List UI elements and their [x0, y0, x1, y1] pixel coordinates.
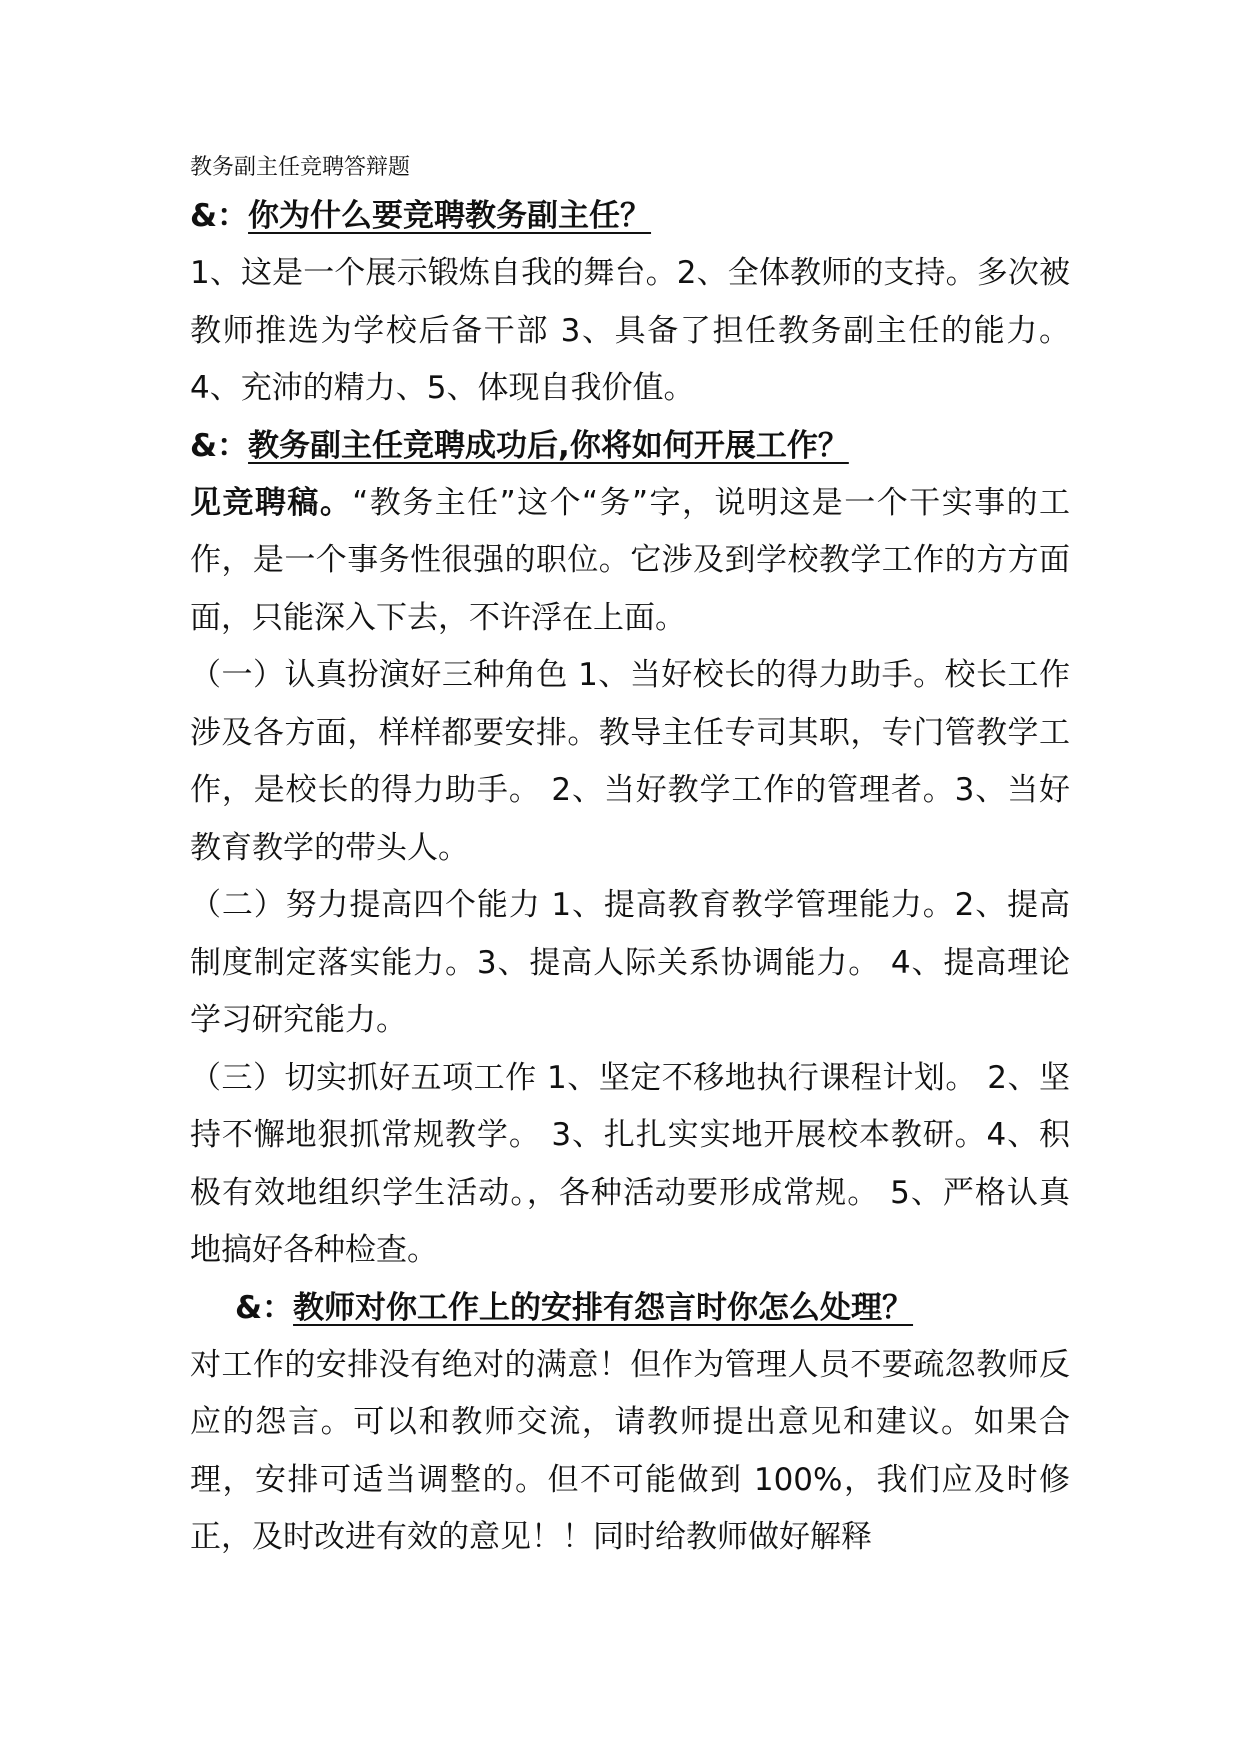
- question-text: 教务副主任竞聘成功后,你将如何开展工作？: [248, 427, 849, 464]
- answer-2-paragraph-roles: （一）认真扮演好三种角色 1、当好校长的得力助手。校长工作涉及各方面，样样都要安排。教导主任专司其职，专门管教学工作，是校长的得力助手。 2、当好教学工作的管理者。3、当好教育教学的带头人。: [190, 657, 1070, 866]
- question-marker: &：: [235, 1289, 294, 1326]
- question-marker: &：: [190, 198, 249, 234]
- question-text: 教师对你工作上的安排有怨言时你怎么处理？: [293, 1289, 914, 1326]
- question-1: [190, 188, 1070, 245]
- answer-2-paragraph-tasks: （三）切实抓好五项工作 1、坚定不移地执行课程计划。 2、坚持不懈地狠抓常规教学。 3、扎扎实实地开展校本教研。4、积极有效地组织学生活动。，各种活动要形成常规。 5、严格认真地搞好各种检查。: [190, 1059, 1070, 1268]
- question-3: [190, 1280, 1070, 1337]
- question-marker: &：: [190, 427, 249, 464]
- answer-3-paragraph: 对工作的安排没有绝对的满意！但作为管理人员不要疏忽教师反应的怨言。可以和教师交流，请教师提出意见和建议。如果合理，安排可适当调整的。但不可能做到 100%，我们应及时修正，及时改进有效的意见！！同时给教师做好解释: [190, 1346, 1070, 1555]
- answer-1-paragraph: 1、这是一个展示锻炼自我的舞台。2、全体教师的支持。多次被教师推选为学校后备干部 3、具备了担任教务副主任的能力。4、充沛的精力、5、体现自我价值。: [190, 255, 1070, 406]
- answer-2-intro-text: “教务主任”这个“务”字，说明这是一个干实事的工作，是一个事务性很强的职位。它涉及到学校教学工作的方方面面，只能深入下去，不许浮在上面。: [190, 484, 1070, 636]
- document-title: 教务副主任竞聘答辩题: [190, 155, 411, 180]
- document-page: [190, 150, 1070, 1567]
- question-text: 你为什么要竞聘教务副主任？: [248, 198, 652, 234]
- question-2: [190, 418, 1070, 475]
- answer-2-lead: 见竞聘稿。: [190, 484, 353, 521]
- answer-2-paragraph-abilities: （二）努力提高四个能力 1、提高教育教学管理能力。2、提高制度制定落实能力。3、提高人际关系协调能力。 4、提高理论学习研究能力。: [190, 887, 1070, 1038]
- answer-2-paragraph-intro: [190, 475, 1070, 648]
